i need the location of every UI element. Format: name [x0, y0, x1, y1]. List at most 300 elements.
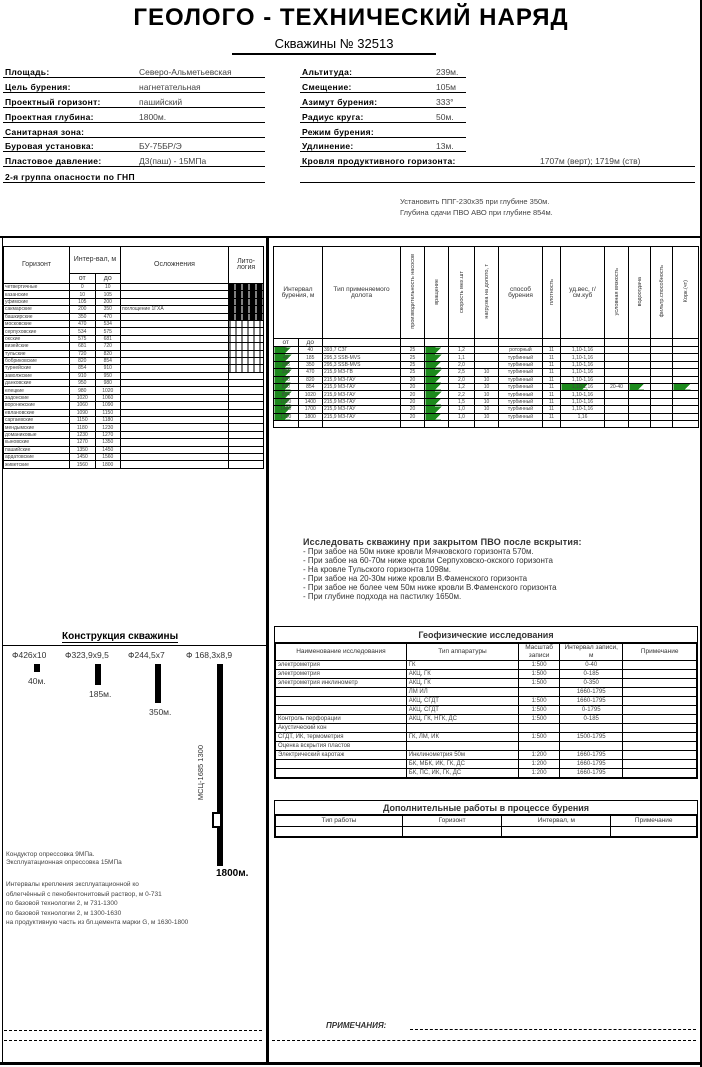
geophys-header: Тип аппаратуры	[406, 644, 518, 661]
table-row	[4, 320, 264, 327]
table-cell	[121, 446, 229, 453]
table-cell: 1:500	[519, 706, 560, 715]
table-cell: электрометрия	[276, 661, 407, 670]
casing-label: Ф 168,3х8,9	[186, 650, 233, 660]
table-cell	[475, 354, 499, 361]
table-cell: 215,9 МЗ-ГАУ	[323, 398, 401, 405]
table-row	[276, 706, 697, 715]
table-cell: 1:500	[519, 697, 560, 706]
table-cell: 11	[543, 354, 561, 361]
table-row	[274, 376, 699, 383]
table-cell: 1560	[70, 461, 96, 468]
table-cell	[425, 398, 449, 405]
info-row	[300, 82, 466, 93]
lithology-cell	[229, 343, 264, 350]
table-cell: 20	[401, 413, 425, 420]
table-cell: 1,0	[449, 406, 475, 413]
table-cell	[623, 670, 697, 679]
table-cell	[121, 350, 229, 357]
info-key: Площадь:	[5, 67, 50, 77]
well-number: Скважины № 32513	[232, 36, 436, 55]
table-cell	[673, 391, 699, 398]
research-block	[303, 538, 582, 601]
table-cell	[605, 354, 629, 361]
col-interval: Интервал бурения, м	[274, 247, 323, 339]
info-row	[3, 172, 265, 183]
table-cell: 20	[401, 383, 425, 390]
table-cell: 1020	[274, 398, 299, 405]
table-cell: казанские	[4, 291, 70, 298]
table-cell: 200	[70, 306, 96, 313]
table-row	[276, 733, 697, 742]
info-row	[3, 156, 265, 167]
table-cell: 11	[543, 369, 561, 376]
table-row	[4, 298, 264, 305]
table-cell: 215,9 МЗ-ГАУ	[323, 383, 401, 390]
table-cell: 1230	[70, 431, 96, 438]
table-cell: АКЦ, СГДТ	[406, 697, 518, 706]
table-row	[4, 343, 264, 350]
table-cell	[651, 406, 673, 413]
table-cell: 1660-1795	[560, 760, 623, 769]
table-cell	[623, 679, 697, 688]
info-key: Альтитуда:	[302, 67, 353, 77]
table-row	[4, 365, 264, 372]
casing-depth: 350м.	[149, 707, 172, 718]
geophys-header: Примечание	[623, 644, 697, 661]
table-row	[4, 291, 264, 298]
table-row	[4, 306, 264, 313]
table-cell: 393,7 СЗГ	[323, 347, 401, 354]
table-cell	[623, 715, 697, 724]
lithology-cell	[229, 306, 264, 313]
table-cell	[121, 394, 229, 401]
table-cell: 215,9 МЗ-ГАУ	[323, 413, 401, 420]
table-cell: 1060	[95, 394, 121, 401]
table-cell: БК, МБК, ИК, ГК, ДС	[406, 760, 518, 769]
table-cell: 11	[543, 361, 561, 368]
table-row	[4, 394, 264, 401]
lithology-cell	[229, 284, 264, 291]
info-value: Д3(паш) - 15МПа	[139, 156, 207, 166]
info-value: 333°	[436, 97, 454, 107]
table-cell: 1500-1795	[560, 733, 623, 742]
table-cell	[629, 361, 651, 368]
table-cell	[673, 398, 699, 405]
table-cell	[629, 347, 651, 354]
info-value: нагнетательная	[139, 82, 201, 92]
table-cell: 1180	[70, 424, 96, 431]
table-cell: АКЦ, ГК	[406, 670, 518, 679]
table-cell: Электрический каротаж	[276, 751, 407, 760]
info-value: 239м.	[436, 67, 459, 77]
table-cell: 1150	[70, 417, 96, 424]
note-line: по базовой технологии 2, м 731-1300	[6, 900, 118, 907]
table-cell: АКЦ, ГК, НГК, ДС	[406, 715, 518, 724]
casing-string	[34, 664, 40, 672]
table-cell: турбинный	[499, 398, 543, 405]
col-rotation: вращение	[433, 278, 440, 305]
table-row	[4, 313, 264, 320]
table-row	[4, 335, 264, 342]
info-row	[3, 82, 265, 93]
table-cell	[673, 376, 699, 383]
table-row	[274, 347, 699, 354]
table-cell: 1090	[95, 402, 121, 409]
lithology-cell	[229, 402, 264, 409]
table-cell	[560, 742, 623, 751]
table-cell	[651, 376, 673, 383]
col-fluid-loss: водоотдача	[636, 276, 643, 307]
table-cell: 11	[543, 383, 561, 390]
info-key: Режим бурения:	[302, 127, 374, 137]
table-cell: 1270	[95, 431, 121, 438]
table-cell	[605, 369, 629, 376]
table-cell: доманиковые	[4, 431, 70, 438]
table-cell: 1180	[95, 417, 121, 424]
table-cell: 1,10-1,16	[561, 406, 605, 413]
col-filter: фильтр.способность	[658, 265, 665, 318]
table-cell: 820	[70, 357, 96, 364]
table-cell	[121, 431, 229, 438]
info-key: Удлинение:	[302, 141, 354, 151]
table-row	[4, 431, 264, 438]
table-cell	[623, 742, 697, 751]
lithology-cell	[229, 431, 264, 438]
table-cell	[425, 354, 449, 361]
table-cell: 1:500	[519, 670, 560, 679]
info-key: Кровля продуктивного горизонта:	[302, 156, 456, 166]
table-cell: 854	[274, 391, 299, 398]
table-cell	[475, 361, 499, 368]
info-value: 50м.	[436, 112, 454, 122]
table-row	[4, 446, 264, 453]
table-row	[274, 398, 699, 405]
info-row	[3, 67, 265, 78]
table-cell	[121, 409, 229, 416]
table-cell	[121, 357, 229, 364]
info-key: Буровая установка:	[5, 141, 95, 151]
note-line: Кондуктор опрессовка 9МПа.	[6, 851, 95, 858]
table-cell: БК, ПС, ИК, ГК, ДС	[406, 769, 518, 778]
table-cell	[673, 383, 699, 390]
table-cell	[673, 406, 699, 413]
geophysics-title: Геофизические исследования	[275, 627, 697, 643]
table-cell: 20	[401, 406, 425, 413]
table-cell: 215,9 МЗ-ГАУ	[323, 391, 401, 398]
table-cell	[651, 369, 673, 376]
info-key: 2-я группа опасности по ГНП	[5, 172, 135, 182]
table-row	[276, 742, 697, 751]
lithology-cell	[229, 291, 264, 298]
note-line: облегчённый с пенобентонитовый раствор, м 0-731	[6, 890, 162, 898]
table-cell: саргаевские	[4, 417, 70, 424]
research-item: - При забое не более чем 50м ниже кровли В.Фаменского горизонта	[303, 583, 557, 592]
table-cell	[623, 769, 697, 778]
table-row	[4, 372, 264, 379]
table-cell: 25	[401, 361, 425, 368]
table-cell: 11	[543, 398, 561, 405]
col-load: нагрузка на долото, т	[483, 264, 490, 319]
table-cell: уфимские	[4, 298, 70, 305]
table-cell: 1,10-1,16	[561, 361, 605, 368]
table-cell: 1700	[298, 406, 323, 413]
table-cell: 1660-1795	[560, 697, 623, 706]
info-key: Проектная глубина:	[5, 112, 94, 122]
lithology-cell	[229, 357, 264, 364]
drilling-table	[273, 246, 699, 428]
table-row	[4, 453, 264, 460]
table-cell: 1,10-1,16	[561, 398, 605, 405]
table-cell: 1700	[274, 413, 299, 420]
table-cell: турбинный	[499, 376, 543, 383]
table-cell: 11	[543, 391, 561, 398]
info-row	[3, 141, 265, 152]
table-cell	[605, 398, 629, 405]
table-cell	[121, 284, 229, 291]
table-cell: 20-40	[605, 383, 629, 390]
table-cell	[623, 733, 697, 742]
extra-header: Тип работы	[276, 816, 403, 827]
table-row	[276, 670, 697, 679]
table-cell	[605, 361, 629, 368]
table-cell: 295,3 SSB-MVS	[323, 361, 401, 368]
info-key: Санитарная зона:	[5, 127, 85, 137]
table-row	[276, 715, 697, 724]
table-row-blank	[274, 420, 699, 427]
table-cell: 2,0	[449, 376, 475, 383]
table-cell: 1660-1795	[560, 769, 623, 778]
table-cell: АКЦ, ГК	[406, 679, 518, 688]
table-cell: АКЦ, СГДТ	[406, 706, 518, 715]
info-key: Цель бурения:	[5, 82, 71, 92]
table-cell: 820	[274, 383, 299, 390]
table-cell: 1400	[298, 398, 323, 405]
table-cell: турнейские	[4, 365, 70, 372]
table-cell: 1450	[70, 453, 96, 460]
info-key: Пластовое давление:	[5, 156, 102, 166]
table-cell: 215,9 МЗ-ГВ	[323, 369, 401, 376]
col-to: до	[95, 274, 121, 284]
table-cell	[623, 706, 697, 715]
table-cell: окские	[4, 335, 70, 342]
table-cell: 681	[70, 343, 96, 350]
table-cell	[651, 383, 673, 390]
lithology-cell	[229, 320, 264, 327]
research-item: - При забое на 50м ниже кровли Мячковского горизонта 570м.	[303, 547, 534, 556]
table-cell	[276, 760, 407, 769]
lithology-cell	[229, 350, 264, 357]
table-cell: 11	[543, 413, 561, 420]
table-row	[276, 661, 697, 670]
table-cell: 2,0	[449, 361, 475, 368]
table-cell	[673, 354, 699, 361]
table-cell: поглощение 1ГХА	[121, 306, 229, 313]
table-cell: 10	[475, 383, 499, 390]
table-row	[4, 284, 264, 291]
table-cell: ардатовские	[4, 453, 70, 460]
table-cell: 1,10-1,16	[561, 369, 605, 376]
table-cell: 534	[95, 320, 121, 327]
table-row	[4, 357, 264, 364]
table-cell	[673, 347, 699, 354]
table-cell: 1230	[95, 424, 121, 431]
extra-header: Горизонт	[403, 816, 502, 827]
table-row	[274, 406, 699, 413]
info-row	[300, 67, 466, 78]
lithology-cell	[229, 313, 264, 320]
table-cell: Контроль перфорации	[276, 715, 407, 724]
table-cell: 1:500	[519, 733, 560, 742]
table-cell: 10	[475, 391, 499, 398]
geophysics-table	[274, 626, 698, 779]
table-cell	[121, 298, 229, 305]
table-cell	[673, 369, 699, 376]
table-cell: турбинный	[499, 406, 543, 413]
table-cell: елецкие	[4, 387, 70, 394]
casing-side-label: МСЦ-1685 1300	[196, 745, 205, 801]
info-row	[300, 97, 466, 108]
table-cell: электрометрия	[276, 670, 407, 679]
table-cell: 350	[298, 361, 323, 368]
table-cell	[121, 372, 229, 379]
table-cell: 1450	[95, 446, 121, 453]
table-cell: 1:500	[519, 661, 560, 670]
table-cell: 575	[95, 328, 121, 335]
page-title: ГЕОЛОГО - ТЕХНИЧЕСКИЙ НАРЯД	[133, 4, 569, 31]
table-cell	[425, 406, 449, 413]
table-cell: тульские	[4, 350, 70, 357]
table-cell: башкирские	[4, 313, 70, 320]
table-cell: 1150	[95, 409, 121, 416]
table-cell: 1800	[95, 461, 121, 468]
casing-label: Ф244,5х7	[128, 650, 165, 660]
table-cell	[623, 688, 697, 697]
table-cell	[629, 383, 651, 390]
table-cell: 1660-1795	[560, 688, 623, 697]
col-horizon: Горизонт	[4, 247, 70, 284]
table-cell: 20	[401, 376, 425, 383]
info-key: Азимут бурения:	[302, 97, 378, 107]
table-cell: 11	[543, 347, 561, 354]
table-cell	[406, 724, 518, 733]
table-cell	[519, 724, 560, 733]
table-cell: четвертичные	[4, 284, 70, 291]
col-to: до	[298, 339, 323, 347]
table-cell: 681	[95, 335, 121, 342]
table-cell: 2,5	[449, 369, 475, 376]
table-cell	[623, 751, 697, 760]
table-cell	[121, 328, 229, 335]
lithology-cell	[229, 387, 264, 394]
table-cell	[121, 453, 229, 460]
table-cell: 105	[95, 291, 121, 298]
table-cell	[121, 335, 229, 342]
table-cell: 10	[475, 369, 499, 376]
table-cell: 1400	[274, 406, 299, 413]
table-cell: 0-350	[560, 679, 623, 688]
lithology-cell	[229, 409, 264, 416]
lithology-cell	[229, 424, 264, 431]
table-cell: 105	[70, 298, 96, 305]
table-row	[4, 417, 264, 424]
table-cell	[121, 387, 229, 394]
col-weight: уд.вес, г/см.куб	[561, 247, 605, 339]
table-cell	[651, 361, 673, 368]
table-cell: 1,5	[449, 398, 475, 405]
table-cell: 910	[70, 372, 96, 379]
table-cell: 950	[95, 372, 121, 379]
table-cell: 25	[401, 347, 425, 354]
table-cell	[121, 365, 229, 372]
table-cell: сакмарские	[4, 306, 70, 313]
info-row	[3, 127, 265, 138]
lithology-cell	[229, 439, 264, 446]
table-cell: 854	[95, 357, 121, 364]
table-cell: задонские	[4, 394, 70, 401]
table-cell: серпуховские	[4, 328, 70, 335]
table-row	[276, 688, 697, 697]
table-cell: 2,2	[449, 391, 475, 398]
table-cell	[121, 320, 229, 327]
table-cell	[406, 742, 518, 751]
research-item: - При забое на 60-70м ниже кровли Серпуховско-окского горизонта	[303, 556, 553, 565]
table-cell	[519, 688, 560, 697]
table-cell: 980	[95, 380, 121, 387]
lithology-cell	[229, 394, 264, 401]
table-cell	[121, 439, 229, 446]
casing-string	[217, 664, 223, 866]
col-complications: Осложнения	[121, 247, 229, 284]
lithology-cell	[229, 380, 264, 387]
table-row	[4, 380, 264, 387]
table-row	[4, 409, 264, 416]
table-row	[274, 413, 699, 420]
table-cell: 25	[401, 369, 425, 376]
table-cell: 10	[475, 406, 499, 413]
table-cell: турбинный	[499, 391, 543, 398]
table-cell	[560, 724, 623, 733]
table-cell: 40	[298, 347, 323, 354]
table-cell: мендымские	[4, 424, 70, 431]
table-cell: 1,1	[449, 354, 475, 361]
table-cell: 20	[401, 391, 425, 398]
table-cell: электрометрия инклинометр	[276, 679, 407, 688]
table-cell: турбинный	[499, 361, 543, 368]
lithology-cell	[229, 335, 264, 342]
table-cell: 1270	[70, 439, 96, 446]
table-cell: Акустический кон	[276, 724, 407, 733]
table-cell: 185	[274, 361, 299, 368]
table-cell	[121, 461, 229, 468]
table-cell: 720	[70, 350, 96, 357]
table-row	[274, 369, 699, 376]
table-row	[274, 361, 699, 368]
info-value: 1800м.	[139, 112, 167, 122]
table-cell: 854	[298, 383, 323, 390]
table-cell: 10	[475, 413, 499, 420]
table-cell	[629, 391, 651, 398]
table-row	[274, 354, 699, 361]
info-value: 105м	[436, 82, 457, 92]
table-cell	[121, 343, 229, 350]
table-cell: 820	[298, 376, 323, 383]
table-cell	[623, 697, 697, 706]
table-cell: 1,2	[449, 347, 475, 354]
table-cell: 1060	[70, 402, 96, 409]
info-value: БУ-75БР/Э	[139, 141, 182, 151]
table-cell: 1,10-1,16	[561, 383, 605, 390]
